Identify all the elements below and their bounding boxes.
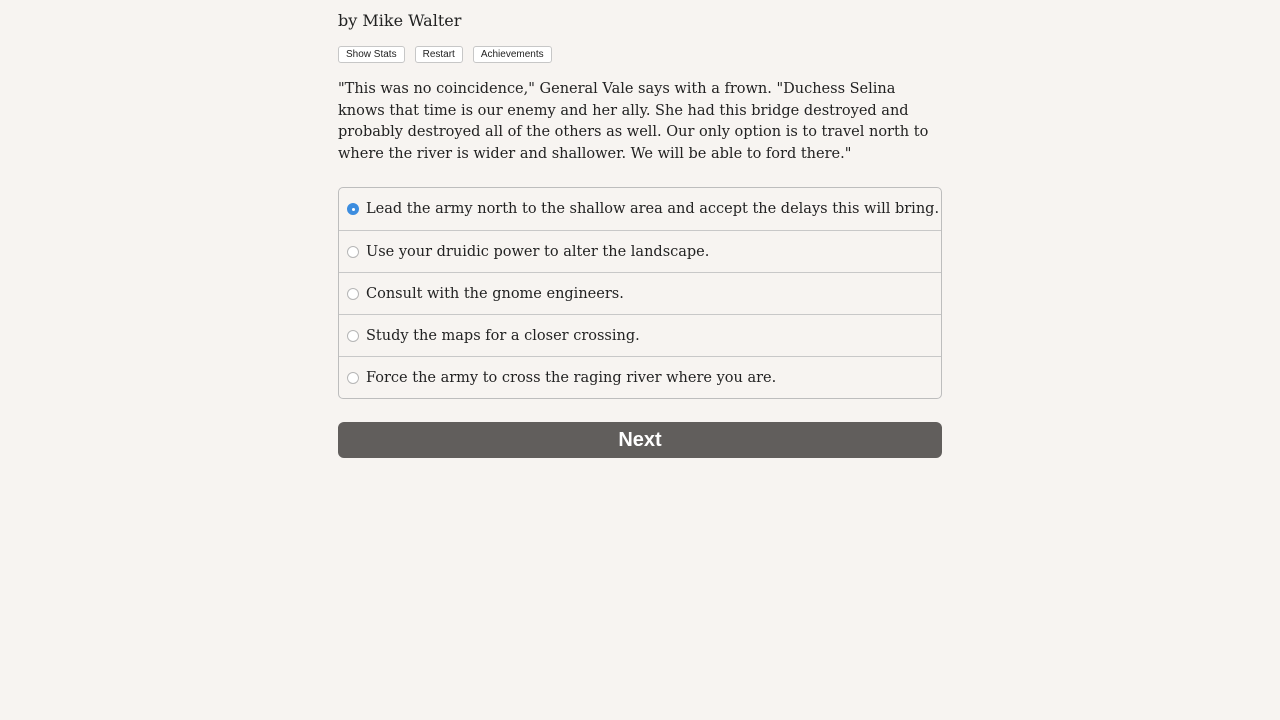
author-byline: by Mike Walter: [338, 11, 462, 30]
radio-unselected-icon[interactable]: [347, 372, 359, 384]
achievements-button[interactable]: Achievements: [473, 46, 552, 63]
next-button[interactable]: Next: [338, 422, 942, 458]
game-container: [338, 0, 942, 458]
choice-option-2[interactable]: [339, 230, 941, 272]
story-text: "This was no coincidence," General Vale says with a frown. "Duchess Selina knows that time is our enemy and her ally. She had this bridge destroyed and probably destroyed all of the others as well. Our only option is to travel north to where the river is wider and shallower. We will be able to ford there.": [338, 81, 929, 162]
choice-list: [338, 187, 942, 399]
toolbar: [338, 46, 942, 63]
radio-unselected-icon[interactable]: [347, 288, 359, 300]
choice-option-4[interactable]: [339, 314, 941, 356]
choice-label: Study the maps for a closer crossing.: [366, 327, 640, 344]
choice-label: Consult with the gnome engineers.: [366, 285, 624, 302]
show-stats-button[interactable]: Show Stats: [338, 46, 405, 63]
radio-selected-icon[interactable]: [347, 203, 359, 215]
radio-unselected-icon[interactable]: [347, 330, 359, 342]
choice-option-3[interactable]: [339, 272, 941, 314]
choice-option-1[interactable]: [339, 188, 941, 230]
restart-button[interactable]: Restart: [415, 46, 463, 63]
radio-unselected-icon[interactable]: [347, 246, 359, 258]
choice-label: Force the army to cross the raging river where you are.: [366, 369, 777, 386]
choice-label: Lead the army north to the shallow area and accept the delays this will bring.: [366, 201, 940, 217]
choice-option-5[interactable]: [339, 356, 941, 398]
choice-label: Use your druidic power to alter the landscape.: [366, 243, 710, 260]
